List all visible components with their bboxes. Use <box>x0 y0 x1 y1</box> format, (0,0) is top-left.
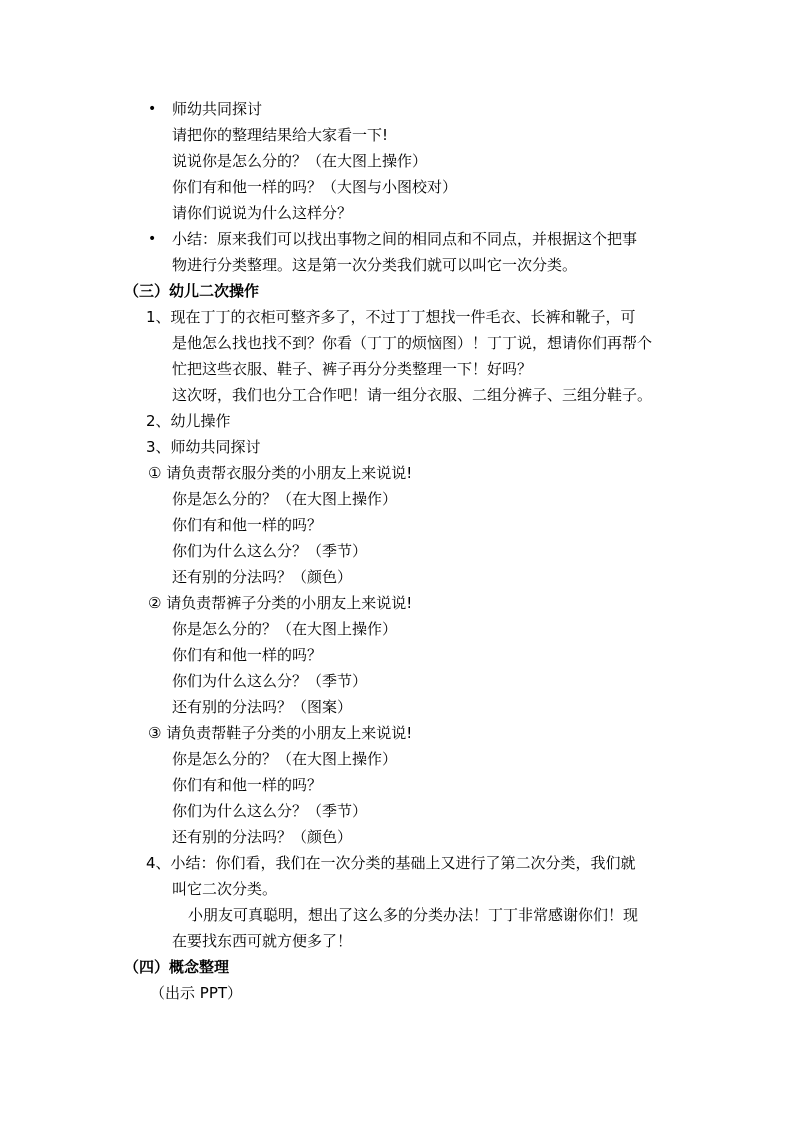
group-title: ① 请负责帮衣服分类的小朋友上来说说! <box>148 464 413 482</box>
group-line: 你们有和他一样的吗？ <box>172 516 323 534</box>
paragraph-line: 忙把这些衣服、鞋子、裤子再分分类整理一下！好吗？ <box>172 360 533 378</box>
group-line: 还有别的分法吗？（图案） <box>172 698 353 716</box>
group-title: ③ 请负责帮鞋子分类的小朋友上来说说! <box>148 724 413 742</box>
paragraph-line: 是他怎么找也找不到？你看（丁丁的烦恼图）！丁丁说，想请你们再帮个 <box>172 334 653 352</box>
group-line: 你们为什么这么分？（季节） <box>172 542 368 560</box>
paragraph-line: 叫它二次分类。 <box>172 880 278 898</box>
section-heading: （四）概念整理 <box>124 958 230 976</box>
list-item: 3、师幼共同探讨 <box>146 438 261 456</box>
group-line: 你是怎么分的？（在大图上操作） <box>172 490 398 508</box>
group-line: 你们为什么这么分？（季节） <box>172 802 368 820</box>
paragraph-line: 这次呀，我们也分工合作吧！请一组分衣服、二组分裤子、三组分鞋子。 <box>172 386 653 404</box>
group-line: 你们有和他一样的吗？ <box>172 646 323 664</box>
group-line: 你是怎么分的？（在大图上操作） <box>172 750 398 768</box>
discussion-line: 请把你的整理结果给大家看一下! <box>172 126 389 144</box>
discussion-line: 你们有和他一样的吗？（大图与小图校对） <box>172 178 458 196</box>
bullet-dot-icon: • <box>148 231 157 247</box>
bullet-dot-icon: • <box>148 101 157 117</box>
bullet-heading: 师幼共同探讨 <box>172 100 263 118</box>
list-item: 2、幼儿操作 <box>146 412 231 430</box>
group-line: 还有别的分法吗？（颜色） <box>172 828 353 846</box>
group-line: 你是怎么分的？（在大图上操作） <box>172 620 398 638</box>
paragraph-line: 小朋友可真聪明，想出了这么多的分类办法！丁丁非常感谢你们！现 <box>188 906 639 924</box>
group-line: 你们有和他一样的吗？ <box>172 776 323 794</box>
discussion-line: 请你们说说为什么这样分？ <box>172 204 353 222</box>
summary-line: 小结：原来我们可以找出事物之间的相同点和不同点，并根据这个把事 <box>172 230 638 248</box>
group-title: ② 请负责帮裤子分类的小朋友上来说说! <box>148 594 413 612</box>
paragraph-line: 4、小结：你们看，我们在一次分类的基础上又进行了第二次分类，我们就 <box>146 854 636 872</box>
paragraph-line: （出示 PPT） <box>150 984 243 1002</box>
group-line: 你们为什么这么分？（季节） <box>172 672 368 690</box>
paragraph-line: 1、现在丁丁的衣柜可整齐多了，不过丁丁想找一件毛衣、长裤和靴子，可 <box>146 308 636 326</box>
section-heading: （三）幼儿二次操作 <box>124 282 260 300</box>
group-line: 还有别的分法吗？（颜色） <box>172 568 353 586</box>
discussion-line: 说说你是怎么分的？（在大图上操作） <box>172 152 428 170</box>
summary-line: 物进行分类整理。这是第一次分类我们就可以叫它一次分类。 <box>172 256 578 274</box>
paragraph-line: 在要找东西可就方便多了！ <box>172 932 353 950</box>
